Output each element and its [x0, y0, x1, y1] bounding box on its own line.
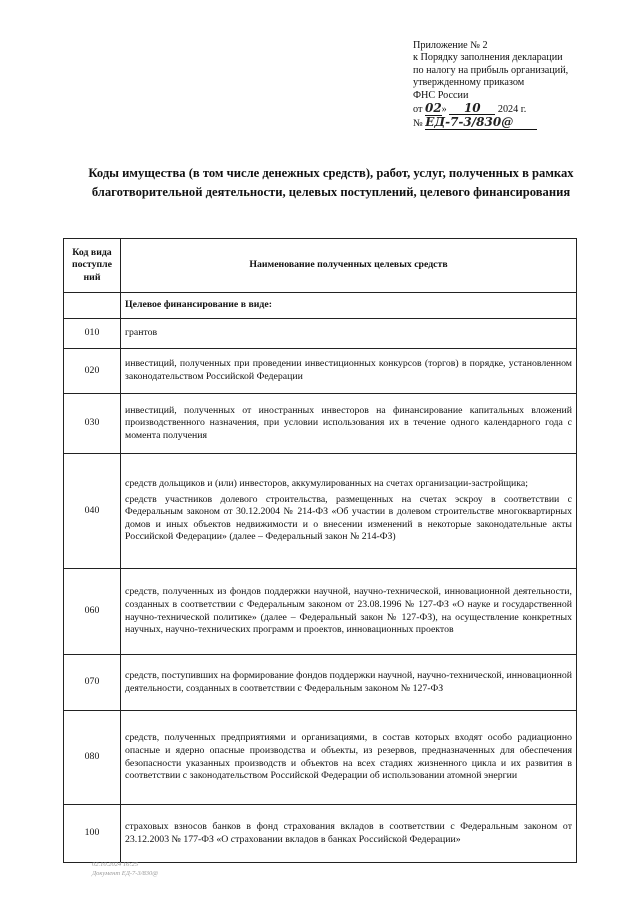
row-description	[121, 655, 577, 711]
row-description	[121, 394, 577, 454]
annex-line: утвержденному приказом	[413, 77, 525, 89]
row-code: 030	[64, 394, 121, 454]
number-prefix: №	[413, 118, 423, 130]
date-quote: »	[441, 104, 447, 116]
table-row	[64, 394, 577, 454]
table-row	[64, 349, 577, 394]
row-code: 040	[64, 454, 121, 569]
footer-line: Документ ЕД-7-3/830@	[92, 870, 159, 877]
row-description	[121, 349, 577, 394]
header-code: Код вида поступле ний	[64, 239, 121, 293]
document-title: Коды имущества (в том числе денежных средств), работ, услуг, полученных в рамках благотворительной деятельности, целевых поступлений, целевого финансирования	[88, 166, 574, 199]
row-code: 080	[64, 711, 121, 805]
date-prefix: от	[413, 104, 423, 116]
row-paragraph: средств участников долевого строительства, размещенных на счетах эскроу в соответствии с Федеральным законом от 30.12.2004 № 214-ФЗ «Об участии в долевом строительстве многоквартирных домов и иных объектов недвижимости и о внесении изменений в некоторые законодательные акты Российской Федерации» (далее – Федеральный закон № 214-ФЗ)	[125, 493, 572, 543]
row-paragraph: средств, полученных из фондов поддержки научной, научно-технической, инновационной деятельности, созданных в соответствии с Федеральным законом от 23.08.1996 № 127-ФЗ «О науке и государственной научно-технической политике» (далее – Федеральный закон № 127-ФЗ), на осуществление конкретных научных, научно-технических программ и проектов, инновационных проектов	[125, 586, 572, 636]
row-paragraph: грантов	[125, 327, 158, 339]
row-paragraph: страховых взносов банков в фонд страхования вкладов в соответствии с Федеральным законом от 23.12.2003 № 177-ФЗ «О страховании вкладов в банках Российской Федерации»	[125, 820, 572, 845]
table-row	[64, 655, 577, 711]
annex-line: ФНС России	[413, 89, 469, 101]
row-paragraph: средств, поступивших на формирование фондов поддержки научной, научно-технической, инновационной деятельности, созданных в соответствии с Федеральным законом № 127-ФЗ	[125, 669, 572, 694]
annex-date	[413, 102, 628, 116]
annex-number	[413, 116, 628, 130]
table-row	[64, 319, 577, 349]
row-description	[121, 711, 577, 805]
row-paragraph: инвестиций, полученных от иностранных инвесторов на финансирование капитальных вложений производственного назначения, при условии использования их в течение одного календарного года с момента получения	[125, 404, 572, 441]
date-day: 02	[424, 101, 442, 116]
row-description	[121, 454, 577, 569]
row-description	[121, 569, 577, 655]
order-number: ЕД-7-3/830@	[425, 116, 537, 129]
table-row	[64, 711, 577, 805]
row-code: 060	[64, 569, 121, 655]
row-code: 070	[64, 655, 121, 711]
row-code: 020	[64, 349, 121, 394]
table-row	[64, 569, 577, 655]
table-row	[64, 805, 577, 863]
codes-table	[63, 238, 577, 863]
annex-line: Приложение № 2	[413, 40, 488, 51]
section-label: Целевое финансирование в виде:	[121, 293, 577, 319]
table-row	[64, 454, 577, 569]
row-code: 010	[64, 319, 121, 349]
row-code: 100	[64, 805, 121, 863]
row-paragraph: инвестиций, полученных при проведении инвестиционных конкурсов (торгов) в порядке, установленном законодательством Российской Федерации	[125, 358, 572, 382]
date-month: 10	[449, 102, 495, 115]
footer-line: 02.10.2024 16:25	[92, 861, 139, 868]
row-description	[121, 805, 577, 863]
footer-stamp	[92, 860, 158, 878]
annex-line: по налогу на прибыль организаций,	[413, 64, 569, 76]
section-code-cell	[64, 293, 121, 319]
annex-block	[413, 40, 628, 131]
header-name: Наименование полученных целевых средств	[121, 239, 577, 293]
date-year: 2024 г.	[497, 104, 527, 116]
row-paragraph: средств, полученных предприятиями и организациями, в состав которых входят особо радиационно опасные и ядерно опасные производства и объекты, из резервов, предназначенных для обеспечения безопасности указанных производств и объектов на всех стадиях жизненного цикла и их развития в соответствии с законодательством Российской Федерации об использовании атомной энергии	[125, 732, 572, 782]
annex-line: к Порядку заполнения декларации	[413, 52, 563, 64]
row-description	[121, 319, 577, 349]
row-paragraph: средств дольщиков и (или) инвесторов, аккумулированных на счетах организации-застройщика;	[125, 478, 528, 490]
